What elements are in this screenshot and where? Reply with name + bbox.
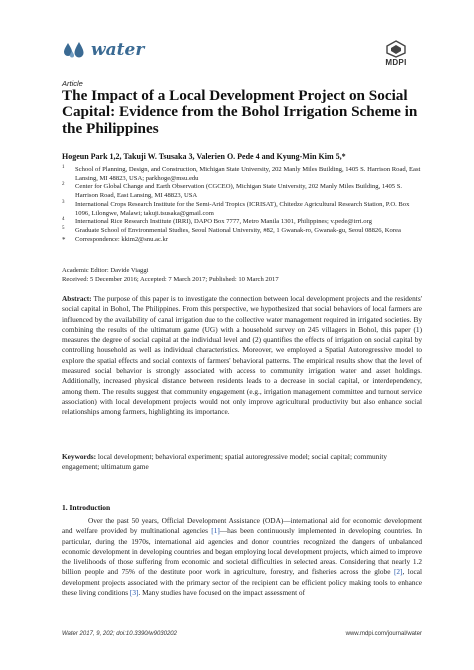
affiliation-number: 2 [62,182,65,188]
article-type: Article [62,79,83,88]
affiliation-text: International Crops Research Institute for the Semi-Arid Tropics (ICRISAT), Chitedze Agricultural Research Station, P.O. Box 1096, Lilongwe, Malawi; takuji.tsusaka@gmail.com [75,200,410,217]
affiliation-item [62,166,422,183]
editor-info [62,267,279,284]
publisher-name: MDPI [385,58,407,67]
paper-title: The Impact of a Local Development Project on Social Capital: Evidence from the Bohol Irrigation Scheme in the Philippines [62,87,418,137]
affiliation-number: 1 [62,165,65,170]
publisher-logo[interactable] [382,40,410,67]
affiliation-number: * [62,235,66,244]
journal-name: water [91,40,145,60]
affiliation-item [62,183,422,200]
water-drops-icon [62,41,88,59]
academic-editor: Academic Editor: Davide Viaggi [62,267,149,274]
affiliation-text: Graduate School of Environmental Studies, Seoul National University, #82, 1 Gwanak-ro, Gwanak-gu, Seoul 08826, Korea [75,226,401,234]
abstract-text: The purpose of this paper is to investigate the connection between local development projects and the residents' social capital in Bohol, The Philippines. From this perspective, we hypothesized that social behaviors of local farmers are influenced by the availability of canal irrigation due to the collective water management required in irrigated societies. By combining the results of the ultimatum game (UG) with a household survey on 245 villagers in Bohol, this paper (1) measures the degree of social capital at the individual level and (2) quantifies the effects of irrigation on social capital by controlling household as well as individual characteristics. Moreover, we employed a Spatial Autoregressive model to explore the spatial effects and social contexts of farmers' behavioral patterns. The empirical results show that the level of measured social behavior is strongly associated with access to community irrigation water and asset holdings. Additionally, increased physical distance between residents leads to a decrease in social capital, or interdependency, among them. The results suggest that community engagement (e.g., irrigation management committee and turnout service association) with local development projects would not only improve agricultural productivity but also enhance social relationships among farmers, highlighting its importance. [62,294,422,417]
intro-text-1: Over the past 50 years, Official Development Assistance (ODA)—international aid for economic development and welfare provided by multinational agencies [62,516,422,536]
citation-link-1[interactable]: [1] [211,526,220,536]
page-footer [62,631,422,637]
affiliation-number: 4 [62,217,65,223]
affiliation-text: International Rice Research Institute (IRRI), DAPO Box 7777, Metro Manila 1301, Philippines; v.pede@irri.org [75,218,372,226]
citation-link-2[interactable]: [2] [393,567,403,577]
abstract [62,294,422,418]
affiliation-item [62,236,422,245]
introduction-paragraph [62,516,422,598]
affiliation-number: 5 [62,225,65,231]
journal-url[interactable]: www.mdpi.com/journal/water [345,631,422,637]
mdpi-icon [385,40,407,58]
intro-text-2: —has been continuously implemented in developing countries. In particular, during the 1970s, international aid agencies and donor countries recognized the dangers of unbalanced economic development in developing countries and began employing local development projects, which aimed to improve the livelihoods of those suffering from economic and societal difficulties in selected areas. Considering that nearly 1.2 billion people and 75% of the destitute poor work in agriculture, forestry, and fisheries across the globe [62,526,422,577]
section-heading: 1. Introduction [62,503,111,512]
affiliation-text: Correspondence: kkim2@snu.ac.kr [75,235,169,243]
intro-text-3: , local development projects associated with the primary sector of the recipient can be efficient policy making tools to enhance these living conditions [62,567,422,598]
keywords-label: Keywords: [62,452,97,461]
author-list: Hogeun Park 1,2, Takuji W. Tsusaka 3, Valerien O. Pede 4 and Kyung-Min Kim 5,* [62,152,346,161]
affiliation-text: School of Planning, Design, and Construction, Michigan State University, 202 Manly Miles Building, 1405 S. Harrison Road, East Lansing, MI 48823, USA; parkhoge@msu.edu [75,166,421,182]
journal-logo[interactable] [62,40,144,60]
affiliation-text: Center for Global Change and Earth Observation (CGCEO), Michigan State University, 202 Manly Miles Building, 1405 S. Harrison Road, East Lansing, MI 48823, USA [75,183,403,200]
affiliation-number: 3 [62,199,65,205]
publication-dates: Received: 5 December 2016; Accepted: 7 March 2017; Published: 10 March 2017 [62,275,279,283]
keywords-text: local development; behavioral experiment; spatial autoregressive model; social capital; community engagement; ultimatum game [62,452,388,471]
affiliations [62,166,422,244]
affiliation-item [62,218,422,227]
intro-text-4: . Many studies have focused on the impact assessment of [138,588,305,598]
keywords [62,452,422,472]
affiliation-item [62,201,422,218]
citation-footer: Water 2017, 9, 202; doi:10.3390/w9030202 [62,631,177,637]
citation-link-3[interactable]: [3] [129,588,139,598]
abstract-label: Abstract: [62,294,92,303]
affiliation-item [62,227,422,236]
